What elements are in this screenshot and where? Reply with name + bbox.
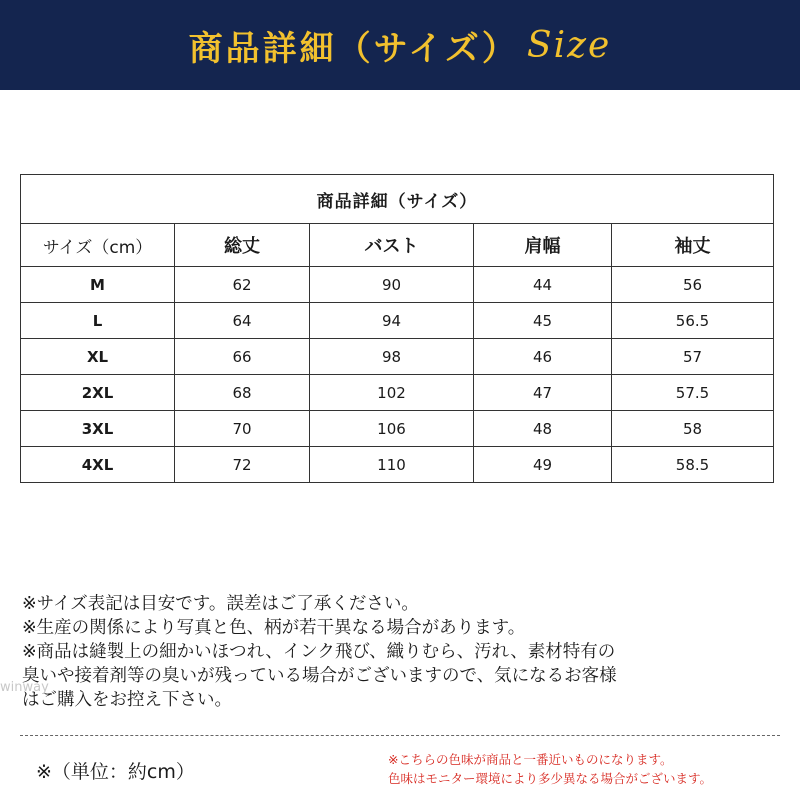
- shoulder-cell: 45: [474, 303, 612, 339]
- bust-cell: 98: [310, 339, 474, 375]
- sleeve-cell: 58.5: [612, 447, 774, 483]
- table-row: [21, 303, 774, 339]
- table-row: [21, 339, 774, 375]
- table-row: [21, 267, 774, 303]
- size-cell: M: [21, 267, 175, 303]
- size-cell: 4XL: [21, 447, 175, 483]
- size-cell: L: [21, 303, 175, 339]
- length-cell: 68: [175, 375, 310, 411]
- watermark: winway: [0, 680, 49, 695]
- length-cell: 70: [175, 411, 310, 447]
- note-line: ※商品は縫製上の細かいほつれ、インク飛び、織りむら、汚れ、素材特有の: [22, 642, 616, 662]
- sleeve-cell: 57.5: [612, 375, 774, 411]
- sleeve-cell: 57: [612, 339, 774, 375]
- table-header-row: [21, 224, 774, 267]
- length-cell: 64: [175, 303, 310, 339]
- length-cell: 66: [175, 339, 310, 375]
- header-cell-size: サイズ（cm）: [21, 224, 175, 267]
- sleeve-cell: 58: [612, 411, 774, 447]
- sleeve-cell: 56.5: [612, 303, 774, 339]
- bust-cell: 110: [310, 447, 474, 483]
- sleeve-cell: 56: [612, 267, 774, 303]
- note-line: はご購入をお控え下さい。: [22, 690, 232, 710]
- bust-cell: 106: [310, 411, 474, 447]
- bust-cell: 94: [310, 303, 474, 339]
- note-line: ※生産の関係により写真と色、柄が若干異なる場合があります。: [22, 618, 526, 638]
- header-cell-bust: バスト: [310, 224, 474, 267]
- header-cell-shoulder: 肩幅: [474, 224, 612, 267]
- bust-cell: 90: [310, 267, 474, 303]
- shoulder-cell: 47: [474, 375, 612, 411]
- color-note: [388, 750, 712, 788]
- color-note-line: 色味はモニター環境により多少異なる場合がございます。: [388, 771, 713, 786]
- size-cell: 2XL: [21, 375, 175, 411]
- header-title: 商品詳細（サイズ）: [188, 28, 519, 69]
- header-cell-sleeve: 袖丈: [612, 224, 774, 267]
- notes-block: [22, 592, 792, 712]
- size-table: [20, 174, 774, 483]
- table-caption-row: [21, 175, 774, 224]
- bust-cell: 102: [310, 375, 474, 411]
- shoulder-cell: 49: [474, 447, 612, 483]
- color-note-line: ※こちらの色味が商品と一番近いものになります。: [388, 752, 673, 767]
- unit-label: ※（単位：約cm）: [36, 761, 195, 783]
- length-cell: 72: [175, 447, 310, 483]
- size-cell: XL: [21, 339, 175, 375]
- header-banner: [0, 0, 800, 90]
- shoulder-cell: 44: [474, 267, 612, 303]
- note-line: ※サイズ表記は目安です。誤差はご了承ください。: [22, 594, 419, 614]
- size-cell: 3XL: [21, 411, 175, 447]
- header-script-size: Size: [526, 24, 612, 66]
- table-row: [21, 411, 774, 447]
- table-caption: 商品詳細（サイズ）: [21, 175, 774, 224]
- shoulder-cell: 46: [474, 339, 612, 375]
- dashed-divider: [20, 735, 780, 736]
- table-row: [21, 447, 774, 483]
- length-cell: 62: [175, 267, 310, 303]
- header-cell-length: 総丈: [175, 224, 310, 267]
- note-line: 臭いや接着剤等の臭いが残っている場合がございますので、気になるお客様: [22, 666, 617, 686]
- table-row: [21, 375, 774, 411]
- shoulder-cell: 48: [474, 411, 612, 447]
